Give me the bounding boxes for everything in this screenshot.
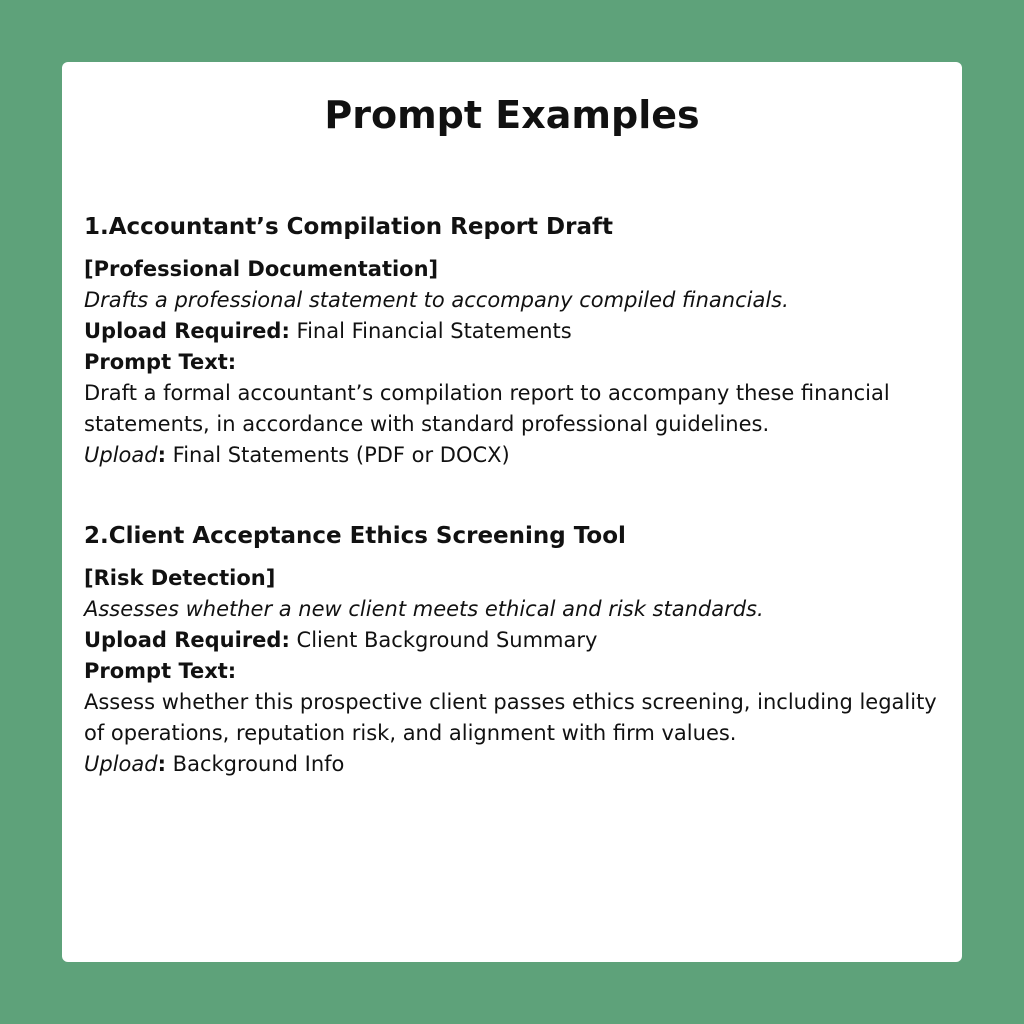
upload-required-line bbox=[84, 625, 944, 656]
upload-line bbox=[84, 749, 944, 780]
upload-required-label: Upload Required: bbox=[84, 628, 290, 652]
content-card bbox=[62, 62, 962, 962]
page-title: Prompt Examples bbox=[324, 93, 700, 137]
upload-required-value: Client Background Summary bbox=[289, 628, 598, 652]
example-description: Drafts a professional statement to accompany compiled financials. bbox=[84, 288, 789, 312]
upload-value: Background Info bbox=[166, 752, 345, 776]
prompt-text: Assess whether this prospective client passes ethics screening, including legality of operations, reputation risk, and alignment with firm values. bbox=[84, 690, 937, 745]
prompt-text-label: Prompt Text: bbox=[84, 350, 237, 374]
example-description: Assesses whether a new client meets ethical and risk standards. bbox=[84, 597, 764, 621]
upload-required-label: Upload Required: bbox=[84, 319, 290, 343]
example-category: [Professional Documentation] bbox=[84, 257, 439, 281]
upload-colon: : bbox=[157, 752, 166, 776]
upload-label: Upload bbox=[84, 443, 158, 467]
upload-required-line bbox=[84, 316, 944, 347]
prompt-example-1 bbox=[84, 208, 944, 471]
example-heading: 2.Client Acceptance Ethics Screening Tool bbox=[84, 523, 626, 549]
prompt-text-label: Prompt Text: bbox=[84, 659, 237, 683]
upload-line bbox=[84, 440, 944, 471]
example-heading: 1.Accountant’s Compilation Report Draft bbox=[84, 214, 614, 240]
upload-colon: : bbox=[157, 443, 166, 467]
example-category: [Risk Detection] bbox=[84, 566, 276, 590]
upload-label: Upload bbox=[84, 752, 158, 776]
upload-required-value: Final Financial Statements bbox=[289, 319, 572, 343]
prompt-example-2 bbox=[84, 517, 944, 780]
prompt-text: Draft a formal accountant’s compilation report to accompany these financial statements, in accordance with standard professional guidelines. bbox=[84, 381, 890, 436]
upload-value: Final Statements (PDF or DOCX) bbox=[166, 443, 510, 467]
